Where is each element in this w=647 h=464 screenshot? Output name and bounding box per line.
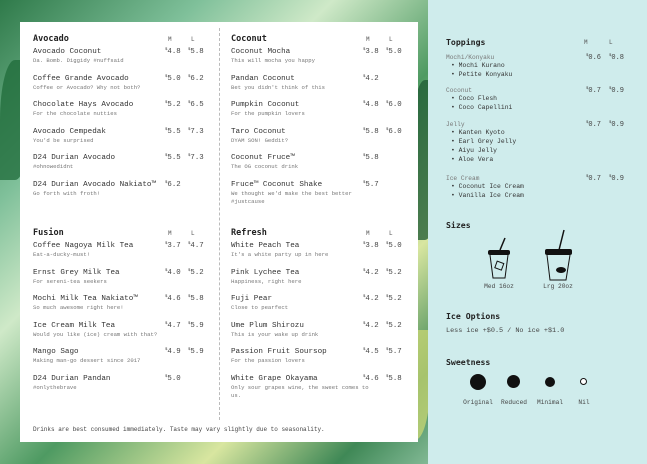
item-desc: It's a white party up in here (231, 251, 329, 258)
item-name: Coconut Fruce™ (231, 154, 295, 162)
price-large (188, 242, 204, 250)
menu-item (231, 242, 409, 269)
topping-group (446, 175, 641, 200)
currency-symbol: $ (586, 87, 589, 91)
price-large (386, 375, 402, 383)
menu-item (231, 295, 409, 322)
menu-section-fusion (33, 228, 211, 401)
menu-item (231, 375, 409, 402)
item-name: Avocado Cempedak (33, 127, 106, 136)
item-name: White Grape Okayama (231, 374, 318, 383)
item-desc: Only sour grapes wine, the sweet comes to us. (231, 383, 369, 399)
price-medium-value: 5.8 (365, 127, 379, 136)
currency-symbol: $ (363, 127, 366, 132)
item-name: Taro Coconut (231, 127, 286, 136)
price-large (188, 48, 204, 56)
currency-symbol: $ (586, 121, 589, 125)
currency-symbol: $ (165, 101, 168, 105)
item-name: D24 Durian Avocado (33, 154, 116, 162)
price-large (386, 242, 402, 250)
currency-symbol: $ (363, 74, 366, 79)
item-desc: Eat-a-ducky-must! (33, 251, 91, 258)
sweetness-title: Sweetness (446, 357, 491, 367)
item-name: Coconut Mocha (231, 48, 291, 56)
price-large-value: 7.3 (190, 127, 204, 136)
currency-symbol: $ (165, 242, 168, 246)
item-desc: DYAM SON! Geddit? (231, 136, 289, 144)
item-name: Fuji Pear (231, 295, 273, 303)
menu-item (33, 295, 211, 322)
price-large (188, 75, 204, 83)
currency-symbol: $ (386, 242, 389, 246)
topping-category: Mochi/Konyaku (446, 54, 495, 61)
currency-symbol: $ (363, 321, 366, 326)
menu-card (20, 22, 418, 442)
currency-symbol: $ (609, 87, 612, 91)
currency-symbol: $ (165, 295, 168, 299)
currency-symbol: $ (363, 295, 366, 299)
price-medium (363, 128, 379, 136)
menu-item (33, 101, 211, 128)
item-desc: For the chocolate nutties (33, 110, 117, 117)
menu-item (33, 322, 211, 349)
price-medium (586, 175, 601, 183)
currency-symbol: $ (165, 74, 168, 79)
menu-item (231, 101, 409, 128)
section-title: Fusion (33, 228, 64, 238)
item-name: Coffee Nagoya Milk Tea (33, 242, 134, 250)
topping-list (451, 128, 641, 164)
topping-item: • Earl Grey Jelly (451, 137, 641, 146)
sweetness-label: Nil (578, 399, 590, 406)
currency-symbol: $ (363, 374, 366, 379)
col-m: M (168, 230, 172, 237)
price-medium-value: 4.2 (365, 295, 379, 303)
toppings-title: Toppings (446, 37, 486, 47)
menu-item (231, 154, 409, 181)
price-medium-value: 3.7 (167, 242, 181, 250)
price-medium-value: 4.2 (365, 321, 379, 330)
item-desc: For the passion lovers (231, 357, 305, 364)
item-name: Ice Cream Milk Tea (33, 321, 116, 330)
footer-note: Drinks are best consumed immediately. Taste may vary slightly due to seasonality. (33, 426, 325, 433)
sizes-title: Sizes (446, 220, 471, 230)
col-m: M (366, 230, 370, 237)
price-medium-value: 3.8 (365, 48, 379, 56)
price-medium (165, 269, 181, 277)
price-large-value: 6.2 (190, 74, 204, 83)
item-desc: Go forth with froth! (33, 189, 101, 197)
menu-item (231, 322, 409, 349)
price-medium-value: 5.7 (365, 180, 379, 189)
price-medium-value: 5.8 (365, 154, 379, 162)
price-large (386, 295, 402, 303)
item-desc: Making man-go dessert since 2017 (33, 357, 141, 364)
price-medium-value: 0.7 (588, 87, 602, 95)
item-desc: Would you like (ice) cream with that? (33, 330, 158, 338)
sweetness-label: Minimal (537, 399, 563, 406)
price-medium (363, 181, 379, 189)
price-medium (363, 348, 379, 356)
price-large (609, 87, 624, 95)
price-medium-value: 5.0 (167, 74, 181, 83)
price-large-value: 6.5 (190, 101, 204, 109)
item-desc: Coffee or Avocado? Why not both? (33, 83, 141, 91)
size-large-label: Lrg 20oz (543, 283, 573, 290)
sweetness-original-dot (470, 374, 486, 390)
menu-item (231, 181, 409, 208)
price-medium (363, 322, 379, 330)
currency-symbol: $ (188, 101, 191, 105)
price-large-value: 5.0 (388, 48, 402, 56)
section-title: Coconut (231, 34, 267, 44)
currency-symbol: $ (188, 48, 191, 52)
price-large-value: 0.9 (611, 121, 625, 129)
currency-symbol: $ (165, 321, 168, 326)
currency-symbol: $ (386, 101, 389, 105)
item-desc: #onlythebrave (33, 383, 77, 391)
currency-symbol: $ (165, 374, 168, 379)
menu-item (33, 181, 211, 208)
price-medium (363, 75, 379, 83)
topping-item: • Coco Capellini (451, 103, 641, 112)
price-medium-value: 4.2 (365, 74, 379, 83)
currency-symbol: $ (363, 180, 366, 185)
currency-symbol: $ (165, 48, 168, 52)
topping-category: Ice Cream (446, 175, 480, 182)
sweetness-reduced-dot (507, 375, 520, 388)
topping-group (446, 87, 641, 112)
price-medium (165, 348, 181, 356)
price-medium-value: 0.6 (588, 54, 602, 62)
price-medium (165, 154, 181, 162)
topping-list (451, 94, 641, 112)
price-large-value: 0.9 (611, 175, 625, 183)
price-medium (165, 322, 181, 330)
item-desc: So much awesome right here! (33, 304, 124, 311)
price-large-value: 5.8 (388, 374, 402, 383)
item-name: Pumpkin Coconut (231, 101, 300, 109)
price-medium-value: 5.5 (167, 154, 181, 162)
currency-symbol: $ (386, 295, 389, 299)
item-desc: You'd be surprised (33, 136, 94, 144)
item-name: Avocado Coconut (33, 48, 102, 56)
col-l: L (191, 36, 195, 43)
item-desc: The OG coconut drink (231, 163, 299, 170)
col-l: L (389, 36, 393, 43)
menu-item (33, 48, 211, 75)
currency-symbol: $ (188, 74, 191, 79)
item-name: Ernst Grey Milk Tea (33, 268, 120, 277)
menu-section-coconut (231, 34, 409, 207)
topping-item: • Aiyu Jelly (451, 146, 641, 155)
price-large-value: 5.9 (190, 321, 204, 330)
price-large (609, 54, 624, 62)
menu-section-refresh (231, 228, 409, 401)
item-name: Pink Lychee Tea (231, 268, 300, 277)
currency-symbol: $ (363, 101, 366, 105)
price-large (386, 322, 402, 330)
col-m: M (584, 39, 588, 46)
topping-category: Coconut (446, 87, 472, 94)
price-medium-value: 5.2 (167, 101, 181, 109)
price-medium-value: 0.7 (588, 175, 602, 183)
menu-item (231, 348, 409, 375)
price-large-value: 5.8 (190, 48, 204, 56)
topping-item: • Mochi Kurano (451, 61, 641, 70)
price-large-value: 5.2 (388, 268, 402, 277)
currency-symbol: $ (586, 54, 589, 58)
options-panel (428, 0, 647, 464)
price-large (188, 154, 204, 162)
item-name: White Peach Tea (231, 242, 300, 250)
menu-item (33, 75, 211, 102)
menu-section-avocado (33, 34, 211, 207)
currency-symbol: $ (165, 180, 168, 185)
price-large (188, 295, 204, 303)
topping-group (446, 54, 641, 79)
currency-symbol: $ (165, 127, 168, 132)
price-medium-value: 4.0 (167, 268, 181, 277)
menu-item (33, 375, 211, 402)
price-medium-value: 5.0 (167, 374, 181, 383)
price-large-value: 5.8 (190, 295, 204, 303)
price-large-value: 5.2 (388, 321, 402, 330)
topping-category: Jelly (446, 121, 465, 128)
price-large (386, 101, 402, 109)
price-large-value: 5.7 (388, 348, 402, 356)
price-medium (165, 48, 181, 56)
ice-options-title: Ice Options (446, 311, 501, 321)
currency-symbol: $ (386, 127, 389, 132)
price-large-value: 0.9 (611, 87, 625, 95)
price-medium-value: 4.2 (365, 268, 379, 277)
topping-item: • Aloe Vera (451, 155, 641, 164)
item-desc: Close to pearfect (231, 304, 289, 311)
price-medium (363, 154, 379, 162)
price-medium (165, 128, 181, 136)
price-large-value: 6.0 (388, 101, 402, 109)
price-large (188, 348, 204, 356)
currency-symbol: $ (188, 127, 191, 132)
menu-item (33, 154, 211, 181)
sweetness-label: Original (463, 399, 493, 406)
item-name: Mochi Milk Tea Nakiato™ (33, 295, 138, 303)
price-medium-value: 4.8 (167, 48, 181, 56)
price-medium-value: 6.2 (167, 180, 181, 189)
topping-item: • Vanilla Ice Cream (451, 191, 641, 200)
sweetness-label: Reduced (501, 399, 527, 406)
price-medium (165, 375, 181, 383)
currency-symbol: $ (586, 175, 589, 179)
price-large (609, 121, 624, 129)
price-medium (165, 181, 181, 189)
col-m: M (366, 36, 370, 43)
price-medium (165, 295, 181, 303)
menu-item (231, 48, 409, 75)
item-name: Mango Sago (33, 348, 79, 356)
currency-symbol: $ (609, 175, 612, 179)
topping-item: • Coco Flesh (451, 94, 641, 103)
price-medium-value: 3.8 (365, 242, 379, 250)
sweetness-nil-dot (580, 378, 587, 385)
price-large (188, 101, 204, 109)
price-medium (165, 101, 181, 109)
large-cup-icon (544, 228, 576, 282)
price-medium (586, 54, 601, 62)
price-medium (165, 242, 181, 250)
price-large (386, 128, 402, 136)
price-medium (363, 375, 379, 383)
price-medium (363, 242, 379, 250)
price-medium (165, 75, 181, 83)
price-large-value: 5.0 (388, 242, 402, 250)
menu-item (33, 242, 211, 269)
price-large (386, 269, 402, 277)
item-desc: For the pumpkin lovers (231, 110, 305, 117)
currency-symbol: $ (188, 268, 191, 273)
currency-symbol: $ (386, 321, 389, 326)
item-name: Passion Fruit Soursop (231, 348, 327, 356)
item-desc: Da. Bomb. Diggidy #nuffsaid (33, 57, 124, 64)
column-divider (219, 28, 220, 420)
topping-item: • Kanten Kyoto (451, 128, 641, 137)
item-name: Coffee Grande Avocado (33, 74, 129, 83)
currency-symbol: $ (165, 154, 168, 158)
currency-symbol: $ (386, 268, 389, 273)
price-medium (586, 87, 601, 95)
currency-symbol: $ (386, 48, 389, 52)
currency-symbol: $ (363, 48, 366, 52)
item-desc: Bet you didn't think of this (231, 83, 325, 91)
menu-item (33, 269, 211, 296)
col-m: M (168, 36, 172, 43)
section-title: Refresh (231, 228, 267, 238)
price-medium-value: 0.7 (588, 121, 602, 129)
sweetness-minimal-dot (545, 377, 555, 387)
price-large-value: 5.2 (388, 295, 402, 303)
price-medium-value: 5.5 (167, 127, 181, 136)
menu-item (231, 75, 409, 102)
topping-list (451, 61, 641, 79)
item-desc: For sereni-tea seekers (33, 277, 107, 285)
topping-item: • Petite Konyaku (451, 70, 641, 79)
currency-symbol: $ (188, 154, 191, 158)
ice-options-text: Less ice +$0.5 / No ice +$1.0 (446, 327, 565, 335)
price-large-value: 0.8 (611, 54, 625, 62)
price-medium-value: 4.7 (167, 321, 181, 330)
col-l: L (191, 230, 195, 237)
size-medium-label: Med 16oz (484, 283, 514, 290)
currency-symbol: $ (609, 121, 612, 125)
currency-symbol: $ (188, 348, 191, 352)
topping-group (446, 121, 641, 164)
price-large-value: 4.7 (190, 242, 204, 250)
price-large-value: 5.2 (190, 268, 204, 277)
currency-symbol: $ (188, 295, 191, 299)
item-name: Chocolate Hays Avocado (33, 101, 134, 109)
price-medium-value: 4.9 (167, 348, 181, 356)
price-large (609, 175, 624, 183)
price-medium (363, 101, 379, 109)
price-large (188, 322, 204, 330)
price-large (188, 128, 204, 136)
currency-symbol: $ (363, 348, 366, 352)
item-desc: This will mocha you happy (231, 57, 315, 64)
menu-item (231, 128, 409, 155)
topping-list (451, 182, 641, 200)
price-large (386, 348, 402, 356)
price-large-value: 7.3 (190, 154, 204, 162)
topping-item: • Coconut Ice Cream (451, 182, 641, 191)
item-name: Ume Plum Shirozu (231, 321, 304, 330)
price-medium-value: 4.8 (365, 101, 379, 109)
menu-item (33, 128, 211, 155)
currency-symbol: $ (188, 321, 191, 326)
price-medium-value: 4.5 (365, 348, 379, 356)
col-l: L (609, 39, 613, 46)
item-name: D24 Durian Avocado Nakiato™ (33, 180, 157, 189)
col-l: L (389, 230, 393, 237)
price-medium (363, 269, 379, 277)
currency-symbol: $ (165, 348, 168, 352)
price-large-value: 5.9 (190, 348, 204, 356)
price-large-value: 6.0 (388, 127, 402, 136)
currency-symbol: $ (363, 154, 366, 158)
currency-symbol: $ (165, 268, 168, 273)
currency-symbol: $ (386, 348, 389, 352)
currency-symbol: $ (188, 242, 191, 246)
price-large (386, 48, 402, 56)
price-medium-value: 4.6 (365, 374, 379, 383)
item-desc: Happiness, right here (231, 277, 302, 285)
menu-item (33, 348, 211, 375)
item-name: Fruce™ Coconut Shake (231, 180, 323, 189)
currency-symbol: $ (609, 54, 612, 58)
item-desc: This is your wake up drink (231, 330, 319, 338)
item-desc: #ohnowedidnt (33, 163, 74, 170)
section-title: Avocado (33, 34, 69, 44)
currency-symbol: $ (363, 268, 366, 273)
price-medium-value: 4.6 (167, 295, 181, 303)
item-name: Pandan Coconut (231, 74, 295, 83)
currency-symbol: $ (386, 374, 389, 379)
price-medium (586, 121, 601, 129)
currency-symbol: $ (363, 242, 366, 246)
medium-cup-icon (486, 236, 516, 280)
price-large (188, 269, 204, 277)
item-desc: We thought we'd make the best better #justcause (231, 189, 352, 205)
price-medium (363, 48, 379, 56)
menu-item (231, 269, 409, 296)
item-name: D24 Durian Pandan (33, 374, 111, 383)
price-medium (363, 295, 379, 303)
